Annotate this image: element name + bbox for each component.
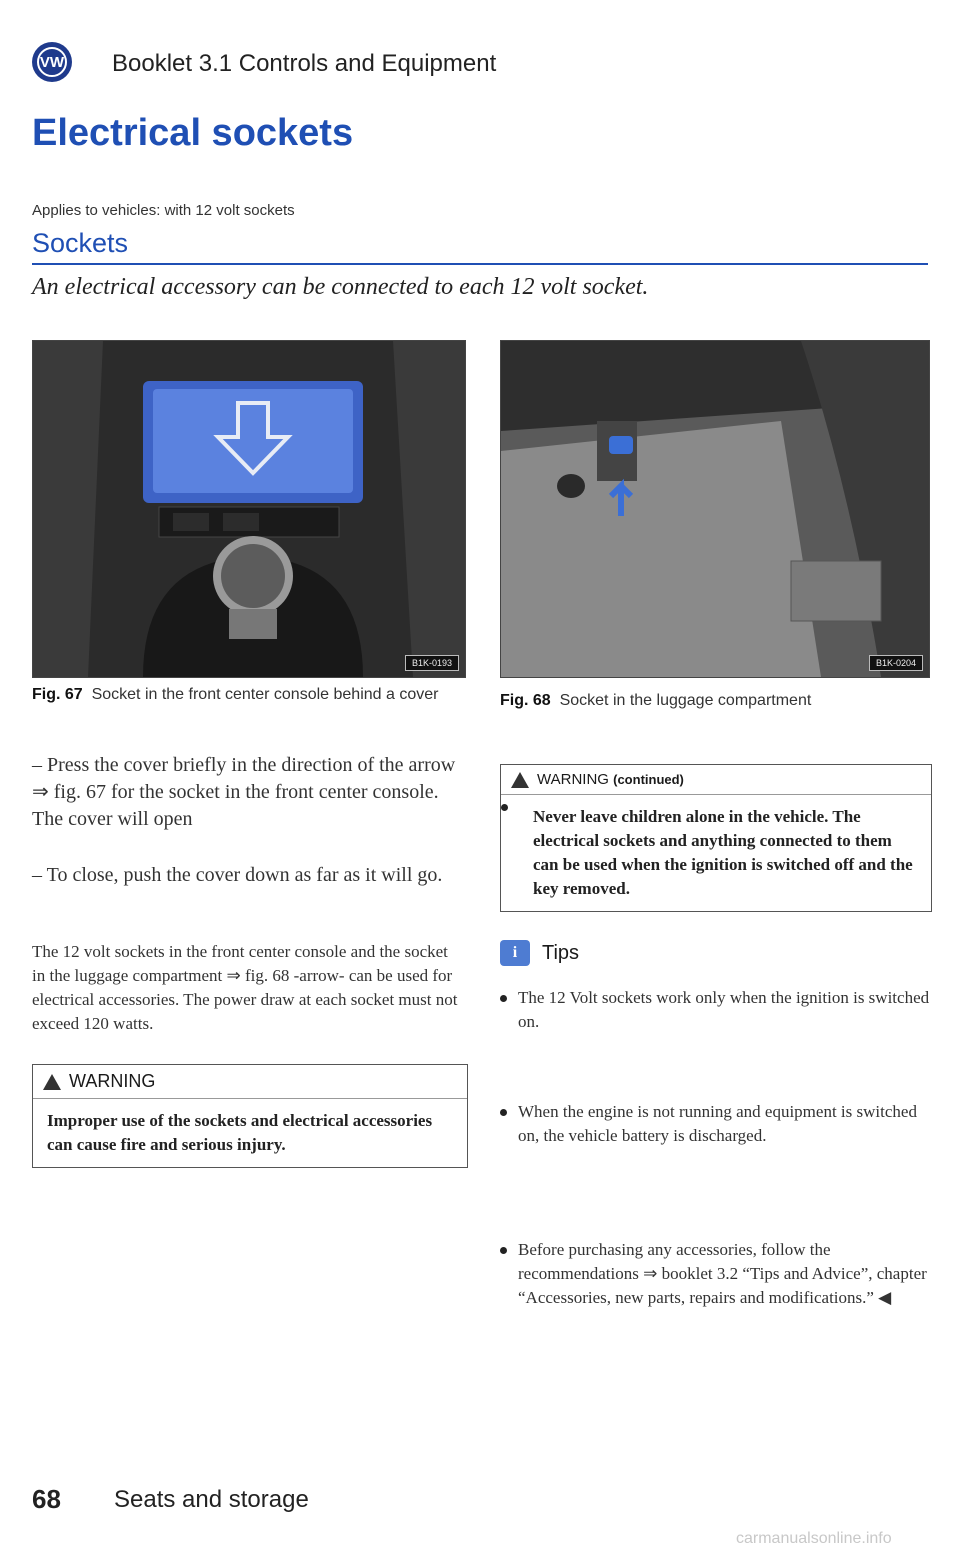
left-step-2: – To close, push the cover down as far as it will go. bbox=[32, 864, 443, 886]
figure-67-caption-text: Socket in the front center console behind a cover bbox=[91, 686, 439, 703]
left-paragraph: The 12 volt sockets in the front center console and the socket in the luggage compartment ⇒ fig. 68 -arrow- can be used for electrical accessories. The power draw at each socket must not exceed 120 watts. bbox=[32, 942, 458, 1033]
warning-triangle-icon bbox=[43, 1074, 61, 1090]
tip-item-1: The 12 Volt sockets work only when the ignition is switched on. bbox=[500, 986, 938, 1034]
figure-67-caption bbox=[32, 684, 464, 706]
left-step-1: – Press the cover briefly in the direction of the arrow ⇒ fig. 67 for the socket in the front center console. The cover will open bbox=[32, 754, 456, 830]
warning-1-body: Improper use of the sockets and electrical accessories can cause fire and serious injury. bbox=[47, 1111, 433, 1154]
warning-box-1 bbox=[32, 1064, 468, 1168]
watermark: carmanualsonline.info bbox=[736, 1530, 892, 1547]
tips-title: Tips bbox=[542, 941, 580, 964]
figure-67-image bbox=[32, 340, 466, 678]
tip-item-2: When the engine is not running and equipment is switched on, the vehicle battery is discharged. bbox=[500, 1100, 938, 1148]
info-icon: i bbox=[500, 940, 530, 966]
section-heading: Sockets bbox=[32, 228, 129, 258]
console-illustration bbox=[33, 341, 465, 677]
page-number: 68 bbox=[32, 1484, 61, 1514]
section-rule bbox=[32, 263, 928, 265]
figure-68-caption-text: Socket in the luggage compartment bbox=[559, 692, 812, 709]
figure-67-code: B1K-0193 bbox=[405, 655, 459, 671]
intro-text: An electrical accessory can be connected to each 12 volt socket. bbox=[32, 274, 649, 300]
figure-68-image bbox=[500, 340, 930, 678]
vw-logo-mark: VW bbox=[37, 47, 67, 77]
warning-1-header bbox=[33, 1065, 467, 1099]
warning-2-title: WARNING bbox=[537, 771, 609, 788]
vw-logo bbox=[32, 42, 72, 82]
figure-67-label: Fig. 67 bbox=[32, 686, 83, 703]
luggage-illustration bbox=[501, 341, 929, 677]
applies-note: Applies to vehicles: with 12 volt sockets bbox=[32, 202, 295, 219]
warning-1-title: WARNING bbox=[69, 1071, 156, 1091]
warning-2-body: Never leave children alone in the vehicle. The electrical sockets and anything connected to them can be used when the ignition is switched off and the key removed. bbox=[501, 795, 931, 911]
tips-heading bbox=[500, 940, 579, 966]
figure-68-caption bbox=[500, 690, 928, 712]
warning-2-subtitle: (continued) bbox=[613, 772, 684, 787]
warning-2-header bbox=[501, 765, 931, 795]
figure-68-code: B1K-0204 bbox=[869, 655, 923, 671]
figure-68-label: Fig. 68 bbox=[500, 692, 551, 709]
warning-box-2 bbox=[500, 764, 932, 912]
booklet-title: Booklet 3.1 Controls and Equipment bbox=[112, 50, 497, 77]
chapter-footer: Seats and storage bbox=[114, 1486, 309, 1513]
warning-triangle-icon bbox=[511, 772, 529, 788]
tip-item-3: Before purchasing any accessories, follow the recommendations ⇒ booklet 3.2 “Tips and Advice”, chapter “Accessories, new parts, repairs and modifications.” ◀ bbox=[500, 1238, 938, 1310]
page-title: Electrical sockets bbox=[32, 112, 354, 154]
